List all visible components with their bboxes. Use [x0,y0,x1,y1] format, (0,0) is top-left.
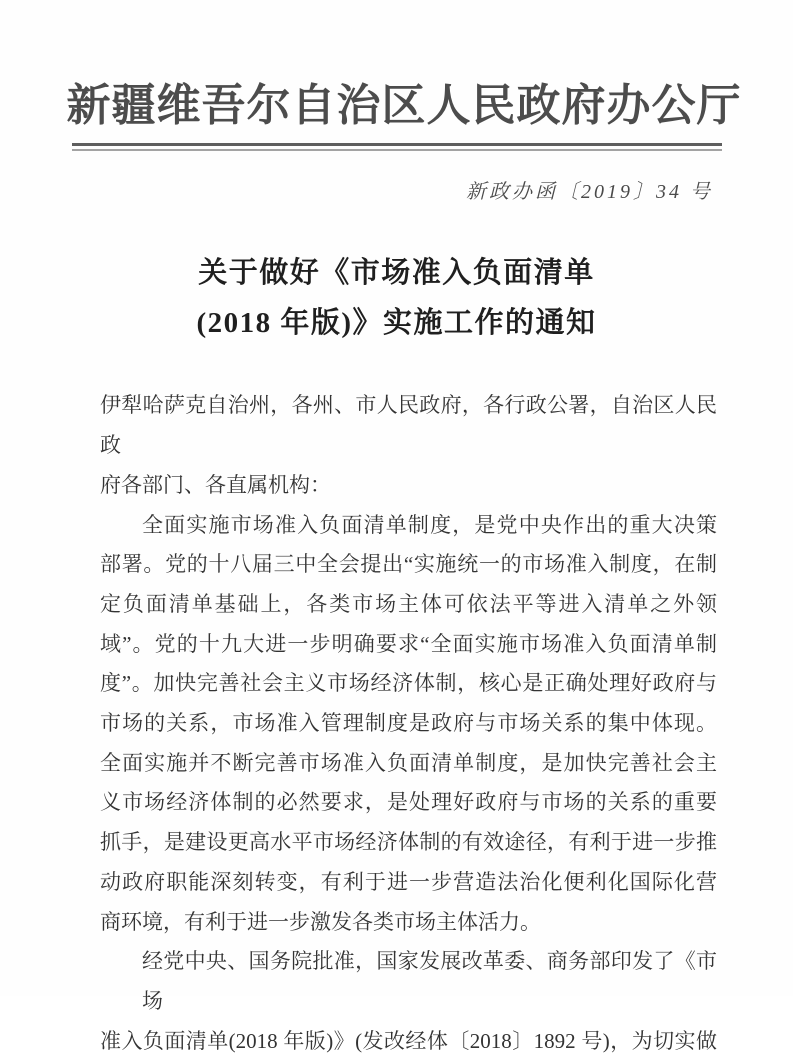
body-line: 经党中央、国务院批准，国家发展改革委、商务部印发了《市场 [142,949,717,1013]
letterhead-title: 新疆维吾尔自治区人民政府办公厅 [66,81,742,130]
body-line: 度”。加快完善社会主义市场经济体制，核心是正确处理好政府与 [100,671,717,696]
body-line: 府各部门、各直属机构： [100,472,331,497]
body-line: 商环境，有利于进一步激发各类市场主体活力。 [100,909,541,934]
notice-title [0,248,793,348]
body-line: 抓手，是建设更高水平市场经济体制的有效途径，有利于进一步推 [100,830,717,855]
body-line: 伊犁哈萨克自治州，各州、市人民政府，各行政公署，自治区人民政 [100,393,717,458]
body-line: 义市场经济体制的必然要求，是处理好政府与市场的关系的重要 [100,790,717,815]
notice-title-line1: 关于做好《市场准入负面清单 [198,257,595,290]
rule-top-line [72,143,722,146]
body-line: 部署。党的十八届三中全会提出“实施统一的市场准入制度，在制 [100,552,717,577]
body-line: 市场的关系，市场准入管理制度是政府与市场关系的集中体现。 [100,711,717,736]
body-line: 域”。党的十九大进一步明确要求“全面实施市场准入负面清单制 [100,631,717,656]
letterhead-double-rule [72,143,722,151]
body-line: 动政府职能深刻转变，有利于进一步营造法治化便利化国际化营 [100,869,717,894]
body-text [100,386,717,1061]
body-line: 准入负面清单(2018 年版)》(发改经体〔2018〕1892 号)，为切实做 [100,1028,717,1053]
body-line: 定负面清单基础上，各类市场主体可依法平等进入清单之外领 [100,591,717,616]
notice-title-line2: (2018 年版)》实施工作的通知 [196,307,597,340]
rule-bottom-line [72,149,722,151]
document-number: 新政办函〔2019〕34 号 [466,181,713,204]
body-line: 全面实施市场准入负面清单制度，是党中央作出的重大决策 [142,512,717,537]
body-line: 全面实施并不断完善市场准入负面清单制度，是加快完善社会主 [100,750,717,775]
